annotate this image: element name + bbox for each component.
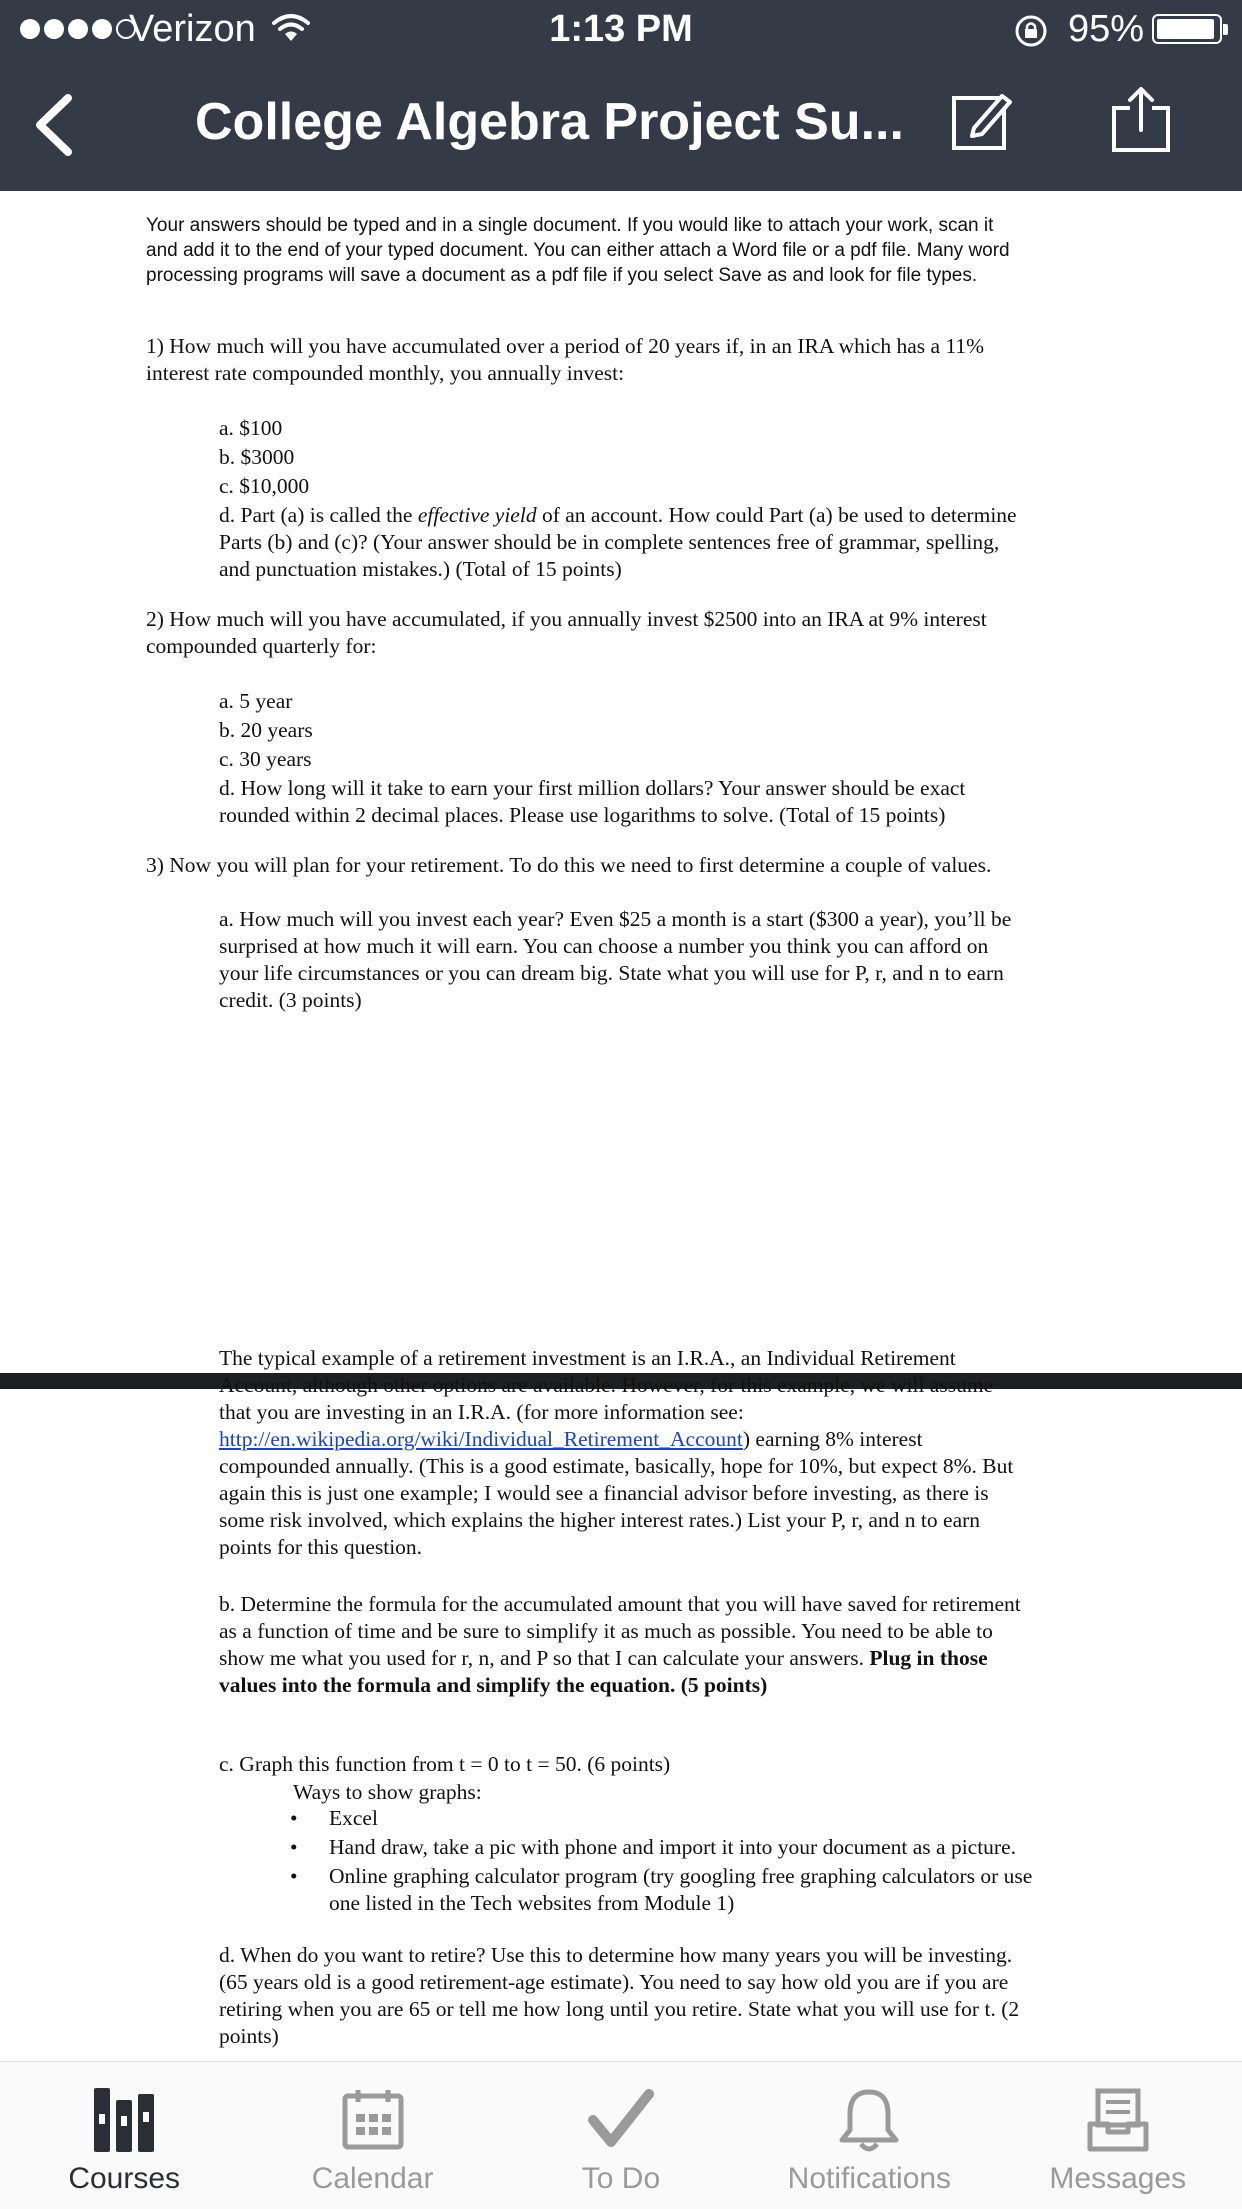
checkmark-icon xyxy=(587,2088,655,2150)
tab-notifications[interactable]: Notifications xyxy=(745,2062,993,2209)
courses-icon xyxy=(92,2088,156,2152)
list-item: • Online graphing calculator program (try googling free graphing calculators or use one listed in the Tech websites from Module 1) xyxy=(290,1863,1120,1917)
question-2-parts: a. 5 year b. 20 years c. 30 years d. How long will it take to earn your first million dollars? Your answer should be exact rounded within 2 decimal places. Please use logarithms to solve. (Total of 15 points) xyxy=(219,689,966,827)
bell-icon xyxy=(836,2088,902,2154)
page-title: College Algebra Project Su... xyxy=(195,93,904,151)
clock: 1:13 PM xyxy=(549,8,693,50)
question-3-part-d: d. When do you want to retire? Use this to determine how many years you will be investing. (65 years old is a good retirement-age estimate). You need to say how old you are if you are retiring when you are 65 or tell me how long until you retire. State what you will use for t. (2 points) xyxy=(219,1943,1020,2048)
orientation-lock-icon xyxy=(1014,14,1048,48)
status-bar xyxy=(0,0,1242,60)
tab-calendar[interactable]: Calendar xyxy=(248,2062,496,2209)
battery-icon xyxy=(1152,14,1222,44)
tab-bar xyxy=(0,2061,1242,2209)
question-3-part-c: c. Graph this function from t = 0 to t = 50. (6 points) xyxy=(219,1752,671,1776)
ira-paragraph: The typical example of a retirement investment is an I.R.A., an Individual Retirement Account, although other options are available. However, for this example, we will assume that you are investing in an I.R.A. (for more information see: http://en.wikipedia.org/wiki/Individual_Retirement_Account) earning 8% interest compounded annually. (This is a good estimate, basically, hope for 10%, but expect 8%. But again this is just one example; I would see a financial advisor before investing, as there is some risk involved, which explains the higher interest rates.) List your P, r, and n to earn points for this question. xyxy=(219,1346,1014,1559)
tab-courses[interactable]: Courses xyxy=(0,2062,248,2209)
question-1-stem: 1) How much will you have accumulated over a period of 20 years if, in an IRA which has a 11% interest rate compounded monthly, you annually invest: xyxy=(146,334,985,385)
ira-wikipedia-link[interactable]: http://en.wikipedia.org/wiki/Individual_Retirement_Account xyxy=(219,1427,743,1451)
battery-percent: 95% xyxy=(1068,8,1145,50)
document-viewer[interactable] xyxy=(0,191,1242,2061)
edit-icon[interactable] xyxy=(950,88,1014,152)
share-icon[interactable] xyxy=(1110,86,1172,154)
inbox-icon xyxy=(1086,2088,1150,2152)
calendar-icon xyxy=(342,2088,404,2150)
question-2-stem: 2) How much will you have accumulated, if you annually invest $2500 into an IRA at 9% interest compounded quarterly for: xyxy=(146,607,987,658)
graph-ways-list xyxy=(290,1805,1120,1917)
top-bar xyxy=(0,0,1242,191)
tab-messages[interactable]: Messages xyxy=(994,2062,1242,2209)
question-3-part-b: b. Determine the formula for the accumulated amount that you will have saved for retirement as a function of time and be sure to simplify it as much as possible. You need to be able to show me what you used for r, n, and P so that I can calculate your answers. Plug in those values into the formula and simplify the equation. (5 points) xyxy=(219,1592,1021,1697)
back-chevron-icon[interactable] xyxy=(28,92,78,158)
carrier-name: Verizon xyxy=(129,8,256,50)
graph-ways-heading: Ways to show graphs: xyxy=(293,1780,482,1804)
list-item: • Hand draw, take a pic with phone and import it into your document as a picture. xyxy=(290,1834,1120,1861)
question-3-part-a: a. How much will you invest each year? Even $25 a month is a start ($300 a year), you’ll be surprised at how much it will earn. You can choose a number you think you can afford on your life circumstances or you can dream big. State what you will use for P, r, and n to earn credit. (3 points) xyxy=(219,907,1012,1012)
list-item: • Excel xyxy=(290,1805,1120,1832)
question-3-stem: 3) Now you will plan for your retirement. To do this we need to first determine a couple of values. xyxy=(146,853,992,877)
intro-paragraph: Your answers should be typed and in a single document. If you would like to attach your work, scan it and add it to the end of your typed document. You can either attach a Word file or a pdf file. Many word processing programs will save a document as a pdf file if you select Save as and look for file types. xyxy=(146,215,1010,286)
question-1-parts: a. $100 b. $3000 c. $10,000 d. Part (a) is called the effective yield of an account. How could Part (a) be used to determine Parts (b) and (c)? (Your answer should be in complete sentences free of grammar, spelling, and punctuation mistakes.) (Total of 15 points) xyxy=(219,416,1017,581)
tab-todo[interactable]: To Do xyxy=(497,2062,745,2209)
